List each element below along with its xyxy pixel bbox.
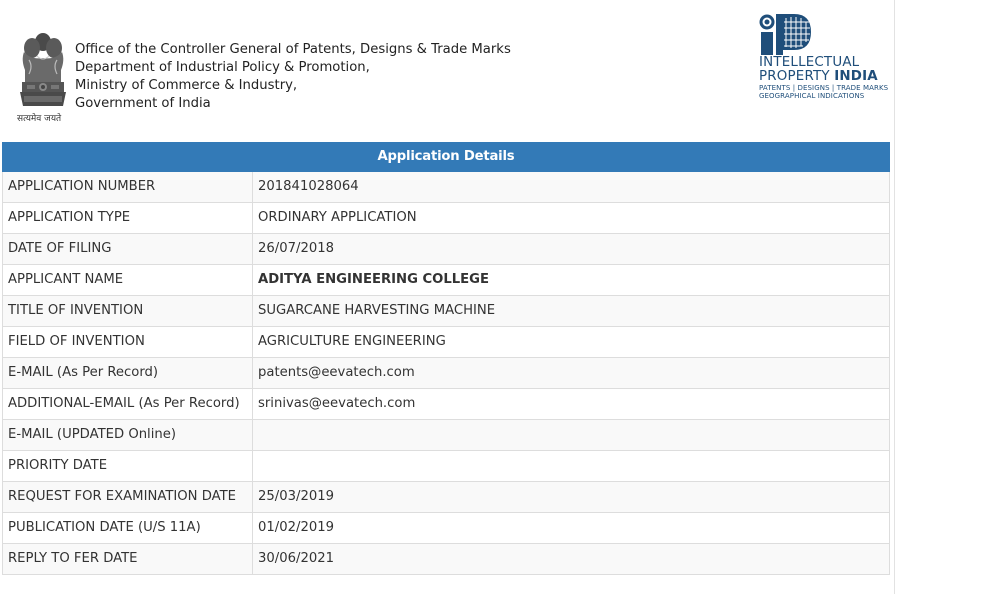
table-body (2, 172, 890, 575)
row-label: TITLE OF INVENTION (3, 296, 253, 326)
logo-line-gi: GEOGRAPHICAL INDICATIONS (759, 92, 865, 100)
row-label: REQUEST FOR EXAMINATION DATE (3, 482, 253, 512)
row-value (253, 451, 889, 481)
row-value: 25/03/2019 (258, 489, 335, 504)
row-value: 01/02/2019 (258, 520, 335, 535)
office-line: Office of the Controller General of Patents, Designs & Trade Marks (75, 42, 511, 57)
row-value: 201841028064 (258, 179, 359, 194)
logo-line-intellectual: INTELLECTUAL (759, 55, 860, 70)
row-label: E-MAIL (As Per Record) (3, 358, 253, 388)
row-label: ADDITIONAL-EMAIL (As Per Record) (3, 389, 253, 419)
logo-word-property: PROPERTY (759, 69, 835, 84)
logo-line-property-india (759, 70, 888, 84)
table-row (2, 482, 890, 513)
table-row (2, 172, 890, 203)
table-row (2, 451, 890, 482)
table-row (2, 389, 890, 420)
table-row (2, 327, 890, 358)
row-label: DATE OF FILING (3, 234, 253, 264)
office-line: Department of Industrial Policy & Promotion, (75, 60, 370, 75)
table-row (2, 234, 890, 265)
row-value (253, 420, 889, 450)
table-row (2, 544, 890, 575)
row-label: E-MAIL (UPDATED Online) (3, 420, 253, 450)
row-value: patents@eevatech.com (258, 365, 415, 380)
row-value: AGRICULTURE ENGINEERING (258, 334, 446, 349)
row-value: srinivas@eevatech.com (258, 396, 416, 411)
logo-word-india: INDIA (834, 69, 878, 84)
row-label: APPLICATION NUMBER (3, 172, 253, 202)
office-title (75, 41, 511, 113)
page-divider (894, 0, 895, 594)
row-value: SUGARCANE HARVESTING MACHINE (258, 303, 496, 318)
office-line: Ministry of Commerce & Industry, (75, 78, 298, 93)
table-row (2, 296, 890, 327)
table-row (2, 358, 890, 389)
row-value: 30/06/2021 (258, 551, 335, 566)
row-label: FIELD OF INVENTION (3, 327, 253, 357)
row-value: ORDINARY APPLICATION (258, 210, 417, 225)
table-row (2, 203, 890, 234)
table-row (2, 513, 890, 544)
national-emblem-icon (15, 30, 71, 124)
row-label: REPLY TO FER DATE (3, 544, 253, 574)
office-line: Government of India (75, 96, 211, 111)
row-label: PRIORITY DATE (3, 451, 253, 481)
ip-india-wordmark (759, 56, 888, 100)
row-label: APPLICATION TYPE (3, 203, 253, 233)
logo-line-categories: PATENTS | DESIGNS | TRADE MARKS (759, 84, 889, 92)
application-details-table (2, 142, 890, 575)
table-row (2, 420, 890, 451)
row-label: APPLICANT NAME (3, 265, 253, 295)
table-title: Application Details (2, 142, 890, 172)
row-value: 26/07/2018 (258, 241, 335, 256)
row-value: ADITYA ENGINEERING COLLEGE (258, 272, 490, 287)
row-label: PUBLICATION DATE (U/S 11A) (3, 513, 253, 543)
emblem-caption: सत्यमेव जयते (17, 114, 62, 124)
table-row (2, 265, 890, 296)
